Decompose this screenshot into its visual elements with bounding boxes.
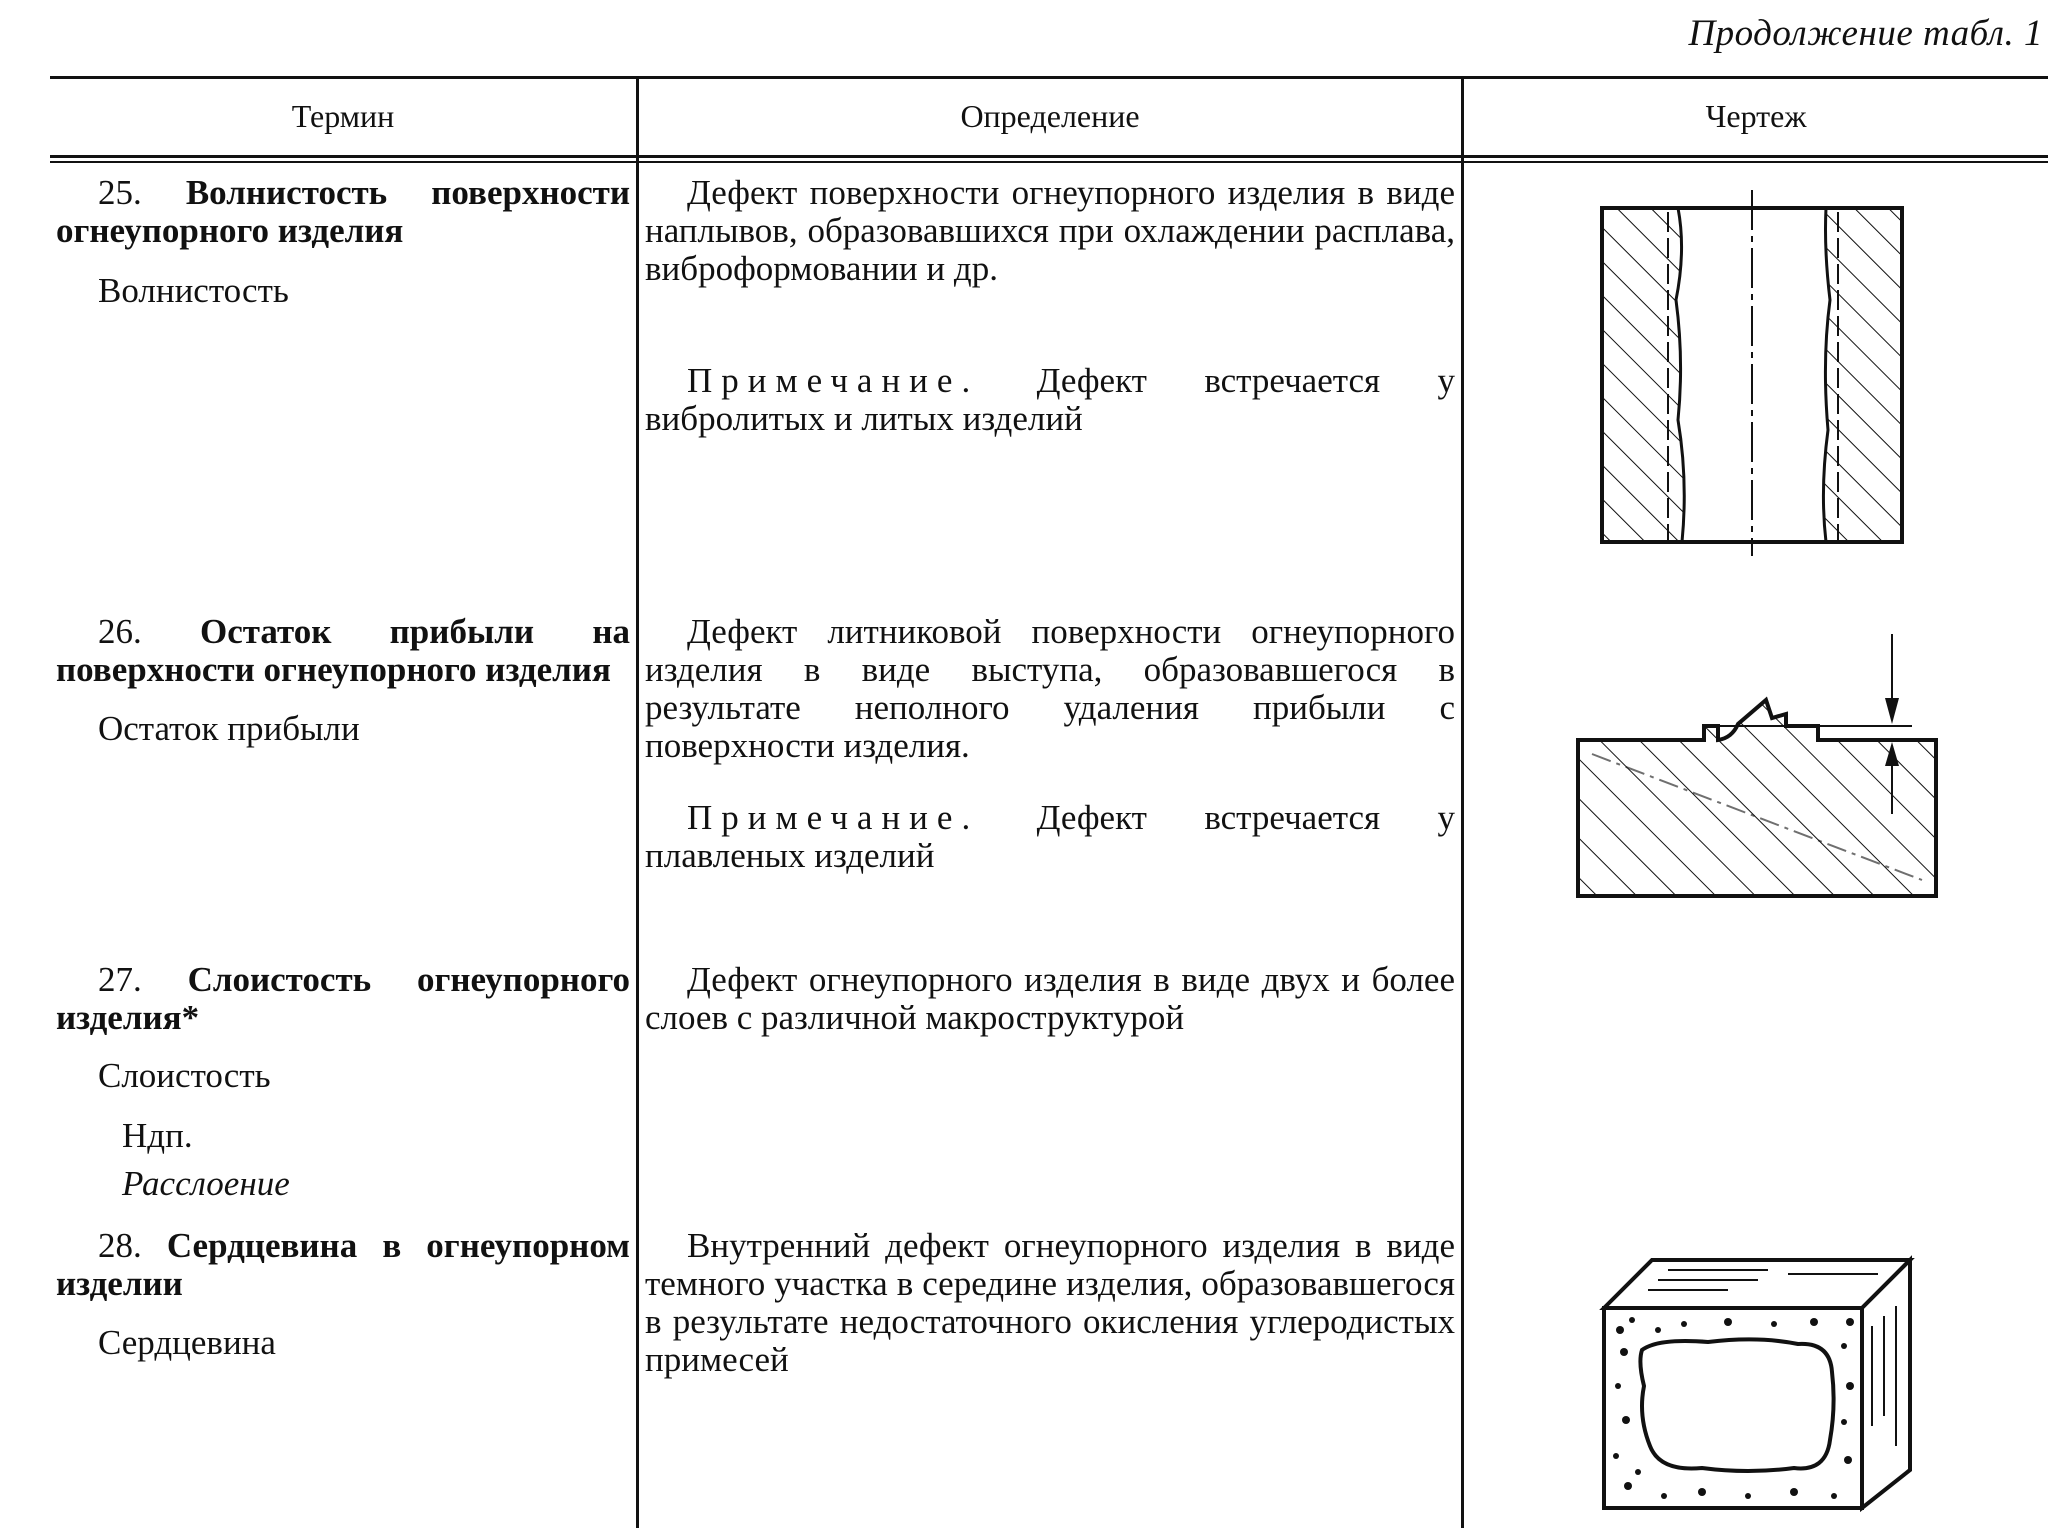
term-26-short: Остаток прибыли (98, 709, 360, 748)
term-27-ndp-label: Ндп. (122, 1116, 193, 1155)
header-definition: Определение (960, 98, 1140, 134)
note-25 (645, 362, 1455, 438)
note-26-label: Примечание. (687, 798, 980, 837)
term-25-short: Волнистость (98, 271, 289, 310)
term-27-short: Слоистость (98, 1056, 271, 1095)
term-28-number: 28. (98, 1226, 142, 1265)
term-28 (56, 1227, 630, 1303)
note-25-label: Примечание. (687, 361, 980, 400)
term-26 (56, 613, 630, 689)
term-25-number: 25. (98, 173, 142, 212)
term-27-number: 27. (98, 960, 142, 999)
note-26-text: Дефект встречается у плавленых изделий (645, 798, 1455, 875)
definition-26: Дефект литниковой поверхности огнеупорного изделия в виде выступа, образовавшегося в результате неполного удаления прибыли с поверхности изделия. (645, 612, 1455, 765)
header-bottom-rule (50, 155, 2048, 158)
header-bottom-rule-2 (50, 161, 2048, 163)
note-25-text: Дефект встречается у вибролитых и литых изделий (645, 361, 1455, 438)
core-block-drawing (1598, 1246, 1918, 1516)
column-divider-2 (1461, 76, 1464, 1528)
riser-remnant-drawing (1572, 634, 1952, 904)
term-27 (56, 961, 630, 1037)
note-26 (645, 799, 1455, 875)
table-top-rule (50, 76, 2048, 79)
term-25-title: Волнистость поверхности огнеупорного изделия (56, 173, 631, 250)
term-28-title: Сердцевина в огнеупорном изделии (56, 1226, 630, 1303)
table-continuation-caption: Продолжение табл. 1 (1688, 13, 2043, 54)
header-drawing: Чертеж (1705, 98, 1807, 134)
column-divider-1 (636, 76, 639, 1528)
definition-25: Дефект поверхности огнеупорного изделия в виде наплывов, образовавшихся при охлаждении расплава, виброформовании и др. (645, 173, 1455, 288)
definition-27: Дефект огнеупорного изделия в виде двух и более слоев с различной макроструктурой (645, 960, 1455, 1037)
wavy-surface-drawing (1598, 190, 1918, 560)
term-28-short: Сердцевина (98, 1323, 276, 1362)
header-term: Термин (291, 98, 395, 134)
term-27-ndp-term: Расслоение (122, 1164, 290, 1203)
term-26-title: Остаток прибыли на поверхности огнеупорного изделия (56, 612, 630, 689)
definition-28: Внутренний дефект огнеупорного изделия в виде темного участка в середине изделия, образовавшегося в результате недостаточного окисления углеродистых примесей (645, 1226, 1455, 1379)
term-25 (56, 174, 630, 250)
term-27-title: Слоистость огнеупорного изделия* (56, 960, 630, 1037)
term-26-number: 26. (98, 612, 142, 651)
